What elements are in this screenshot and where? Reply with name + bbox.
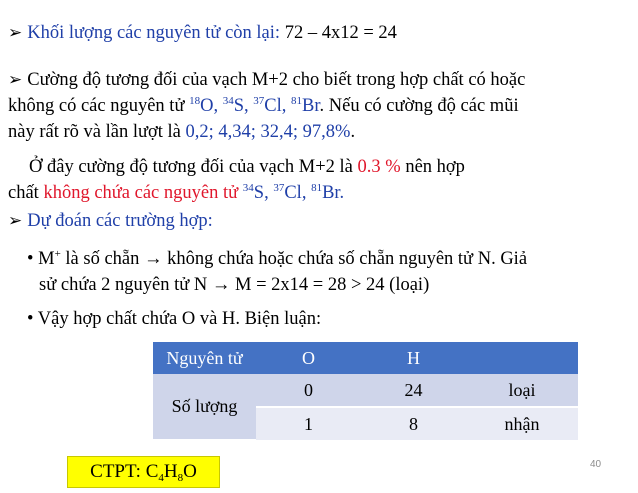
table-cell: 24 — [361, 374, 466, 407]
remaining-mass-label: Khối lượng các nguyên tử còn lại: — [27, 23, 281, 43]
heading-predict-cases — [8, 210, 213, 232]
para1-line3: này rất rõ và lần lượt là 0,2; 4,34; 32,4; 97,8%. — [8, 122, 356, 142]
not-contain-text: không chứa các nguyên tử — [43, 183, 243, 203]
table-header-cell: H — [361, 342, 466, 374]
para2-text2: nên hợp — [400, 157, 465, 177]
bullet1-line2: sử chứa 2 nguyên tử N → M = 2x14 = 28 > 24 (loại) — [39, 275, 430, 295]
arrow-bullet-icon: ➢ — [8, 211, 23, 230]
arrow-bullet-icon: ➢ — [8, 23, 23, 42]
para2-text1: Ở đây cường độ tương đối của vạch M+2 là — [29, 157, 358, 177]
para1-text4: này rất rõ và lần lượt là — [8, 122, 186, 142]
para2-line2: chất không chứa các nguyên tử $^{34}$S, $^{37}$Cl, $^{81}$Br. — [8, 182, 345, 203]
table-cell: 8 — [361, 407, 466, 440]
right-arrow-icon: → — [211, 275, 231, 295]
isotope-list: $^{18}$O, $^{34}$S, $^{37}$Cl, $^{81}$Br — [189, 95, 320, 116]
table-cell: 1 — [256, 407, 361, 440]
intensity-values: 0,2; 4,34; 32,4; 97,8% — [185, 122, 351, 142]
para1-text1: Cường độ tương đối của vạch M+2 cho biết trong hợp chất có hoặc — [27, 70, 526, 90]
row-label-cell: Số lượng — [153, 374, 256, 440]
para2-line1 — [29, 156, 465, 178]
molecular-formula-box: CTPT: $C_4H_8O$ — [67, 456, 220, 488]
right-arrow-icon: → — [144, 249, 163, 269]
para1-text2: không có các nguyên tử — [8, 96, 190, 116]
table-row — [153, 374, 578, 407]
bullet2-line — [27, 308, 321, 330]
excluded-isotopes: $^{34}$S, $^{37}$Cl, $^{81}$Br. — [242, 182, 345, 203]
para1-line2 — [8, 95, 519, 117]
table-cell: 0 — [256, 374, 361, 407]
heading2-text: Dự đoán các trường hợp: — [27, 211, 213, 231]
para1-text3: . Nếu có cường độ các mũi — [319, 96, 519, 116]
m2-intensity-value: 0.3 % — [357, 157, 401, 177]
bullet1-line1: • M+ là số chẵn → không chứa hoặc chứa số chẵn nguyên tử N. Giả — [27, 248, 528, 269]
para1-line1 — [8, 69, 525, 91]
page-number: 40 — [590, 459, 602, 470]
bullet2-text: Vậy hợp chất chứa O và H. Biện luận: — [37, 309, 322, 329]
line-remaining-mass — [8, 22, 397, 44]
table-cell: nhận — [466, 407, 578, 440]
table-header-cell — [466, 342, 578, 374]
bullet-dot: • — [27, 249, 34, 269]
table-cell: loại — [466, 374, 578, 407]
atom-count-table — [153, 342, 578, 441]
arrow-bullet-icon: ➢ — [8, 70, 23, 89]
table-header-row — [153, 342, 578, 374]
bullet-dot: • — [27, 309, 34, 329]
remaining-mass-value: 72 – 4x12 = 24 — [280, 23, 397, 43]
table-header-cell: O — [256, 342, 361, 374]
table-header-cell: Nguyên tử — [153, 342, 256, 374]
